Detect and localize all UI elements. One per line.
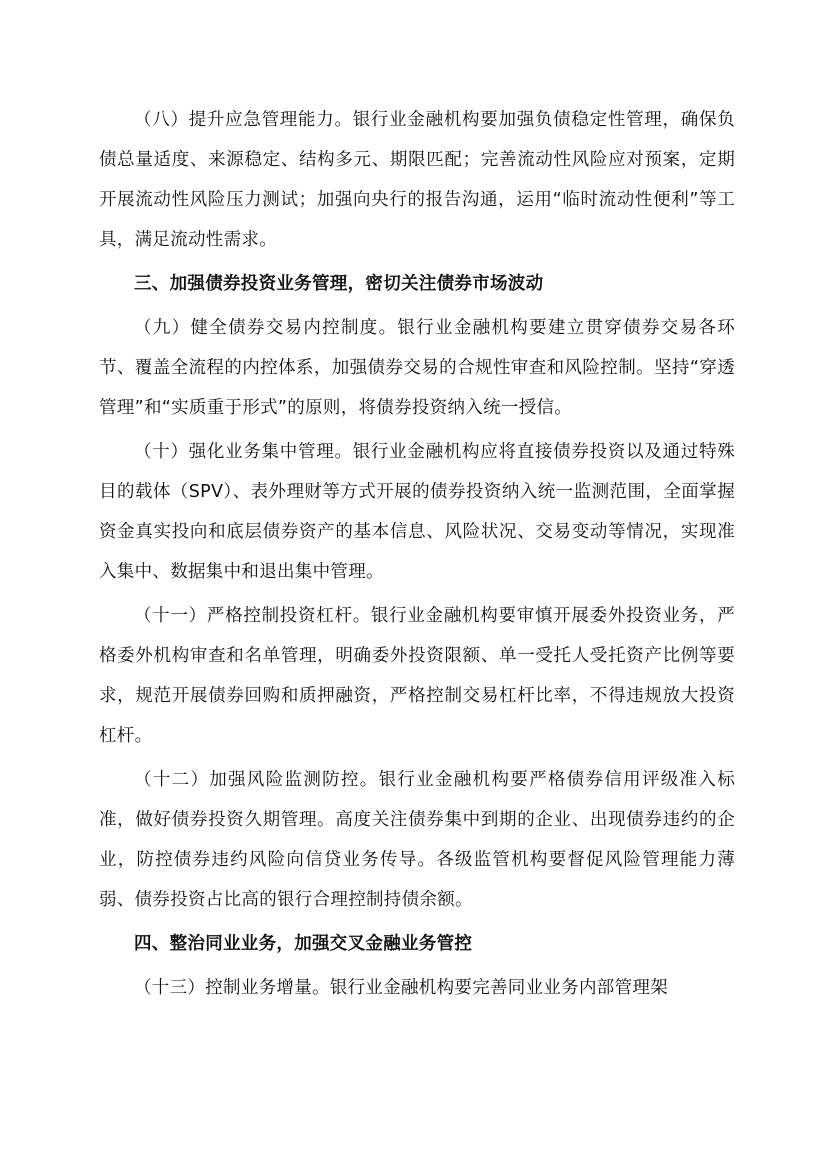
paragraph-11: （十一）严格控制投资杠杆。银行业金融机构要审慎开展委外投资业务，严格委外机构审查和名单管理，明确委外投资限额、单一受托人受托资产比例等要求，规范开展债券回购和质押融资，严格控制交易杠杆比率，不得违规放大投资杠杆。 [99, 606, 735, 746]
section-heading-3: 三、加强债券投资业务管理，密切关注债券市场波动 [134, 274, 544, 294]
paragraph-13: （十三）控制业务增量。银行业金融机构要完善同业业务内部管理架 [134, 978, 668, 998]
section-heading-4: 四、整治同业业务，加强交叉金融业务管控 [134, 934, 473, 954]
paragraph-9: （九）健全债券交易内控制度。银行业金融机构要建立贯穿债券交易各环节、覆盖全流程的内控体系，加强债券交易的合规性审查和风险控制。坚持“穿透管理”和“实质重于形式”的原则，将债券投资纳入统一授信。 [99, 318, 735, 418]
paragraph-10: （十）强化业务集中管理。银行业金融机构应将直接债券投资以及通过特殊目的载体（SPV）、表外理财等方式开展的债券投资纳入统一监测范围，全面掌握资金真实投向和底层债券资产的基本信息、风险状况、交易变动等情况，实现准入集中、数据集中和退出集中管理。 [99, 442, 735, 582]
paragraph-8: （八）提升应急管理能力。银行业金融机构要加强负债稳定性管理，确保负债总量适度、来源稳定、结构多元、期限匹配；完善流动性风险应对预案，定期开展流动性风险压力测试；加强向央行的报告沟通，运用“临时流动性便利”等工具，满足流动性需求。 [99, 110, 735, 250]
document-body [99, 100, 735, 1012]
paragraph-12: （十二）加强风险监测防控。银行业金融机构要严格债券信用评级准入标准，做好债券投资久期管理。高度关注债券集中到期的企业、出现债券违约的企业，防控债券违约风险向信贷业务传导。各级监管机构要督促风险管理能力薄弱、债券投资占比高的银行合理控制持债余额。 [99, 770, 735, 910]
